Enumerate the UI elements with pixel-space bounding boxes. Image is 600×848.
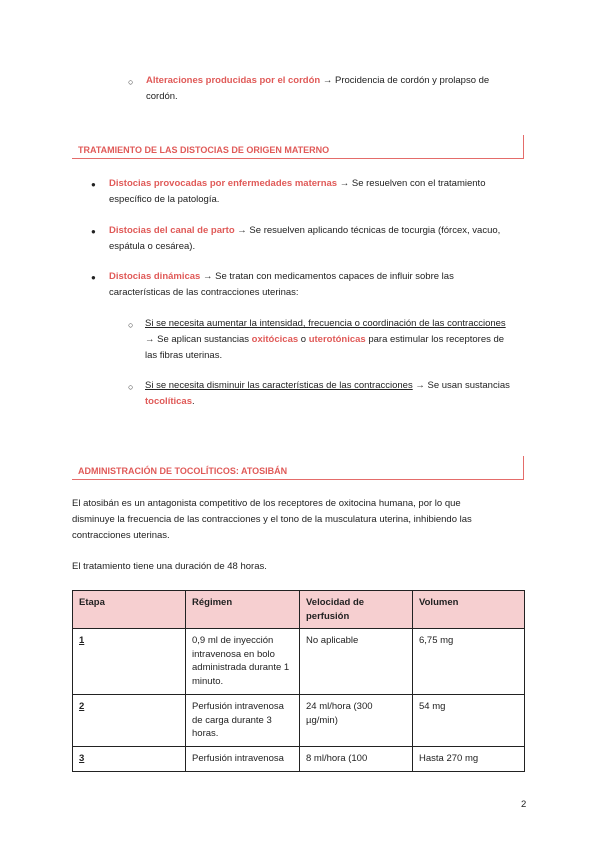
- table-cell: 1: [73, 629, 186, 695]
- table-header-row: [73, 591, 525, 629]
- paragraph-duracion: El tratamiento tiene una duración de 48 horas.: [72, 561, 267, 572]
- table-cell: 0,9 ml de inyección intravenosa en bolo administrada durante 1 minuto.: [186, 629, 300, 695]
- section-header-tratamiento: [72, 135, 524, 159]
- bullet-icon: ●: [91, 180, 96, 189]
- table-cell: 54 mg: [413, 695, 525, 747]
- section-title: ADMINISTRACIÓN DE TOCOLÍTICOS: ATOSIBÁN: [78, 466, 288, 476]
- list-item-cordon: Alteraciones producidas por el cordón → Procidencia de cordón y prolapso de cordón.: [146, 75, 490, 102]
- table-cell: 3: [73, 747, 186, 772]
- list-item-dinamicas: Distocias dinámicas → Se tratan con medicamentos capaces de influir sobre las características de las contracciones uterinas:: [109, 271, 454, 298]
- column-header: Velocidad de perfusión: [300, 591, 413, 629]
- bullet-icon: ●: [91, 227, 96, 236]
- section-header-atosiban: [72, 456, 524, 480]
- circle-bullet-icon: ○: [128, 77, 134, 87]
- section-title: TRATAMIENTO DE LAS DISTOCIAS DE ORIGEN MATERNO: [78, 145, 330, 155]
- list-item-canal: Distocias del canal de parto → Se resuelven aplicando técnicas de tocurgia (fórcex, vacuo, espátula o cesárea).: [109, 225, 501, 252]
- sub-item-aumentar: Si se necesita aumentar la intensidad, frecuencia o coordinación de las contracciones → Se aplican sustancias oxitócicas o uterotónicas para estimular los receptores de las fibras uterinas.: [145, 318, 506, 361]
- column-header: Régimen: [186, 591, 300, 629]
- circle-bullet-icon: ○: [128, 320, 134, 330]
- paragraph-atosiban: El atosibán es un antagonista competitivo de los receptores de oxitocina humana, por lo que disminuye la frecuencia de las contracciones y el tono de la musculatura uterina, inhibiendo las contracciones uterinas.: [72, 498, 472, 541]
- table-row: [73, 629, 525, 695]
- table-row: [73, 747, 525, 772]
- table-cell: 2: [73, 695, 186, 747]
- term-highlight: Alteraciones producidas por el cordón: [146, 75, 321, 86]
- table-cell: Perfusión intravenosa: [186, 747, 300, 772]
- page-number: 2: [521, 799, 527, 810]
- column-header: Volumen: [413, 591, 525, 629]
- column-header: Etapa: [73, 591, 186, 629]
- dosage-table: [72, 590, 525, 772]
- circle-bullet-icon: ○: [128, 382, 134, 392]
- sub-item-disminuir: Si se necesita disminuir las características de las contracciones → Se usan sustancias tocolíticas.: [145, 380, 510, 407]
- list-item-enfermedades: Distocias provocadas por enfermedades maternas → Se resuelven con el tratamiento específico de la patología.: [109, 178, 486, 205]
- table-cell: 24 ml/hora (300 µg/min): [300, 695, 413, 747]
- table-cell: 8 ml/hora (100: [300, 747, 413, 772]
- table-cell: Perfusión intravenosa de carga durante 3 horas.: [186, 695, 300, 747]
- table-row: [73, 695, 525, 747]
- table-cell: Hasta 270 mg: [413, 747, 525, 772]
- table-cell: 6,75 mg: [413, 629, 525, 695]
- bullet-icon: ●: [91, 273, 96, 282]
- table-cell: No aplicable: [300, 629, 413, 695]
